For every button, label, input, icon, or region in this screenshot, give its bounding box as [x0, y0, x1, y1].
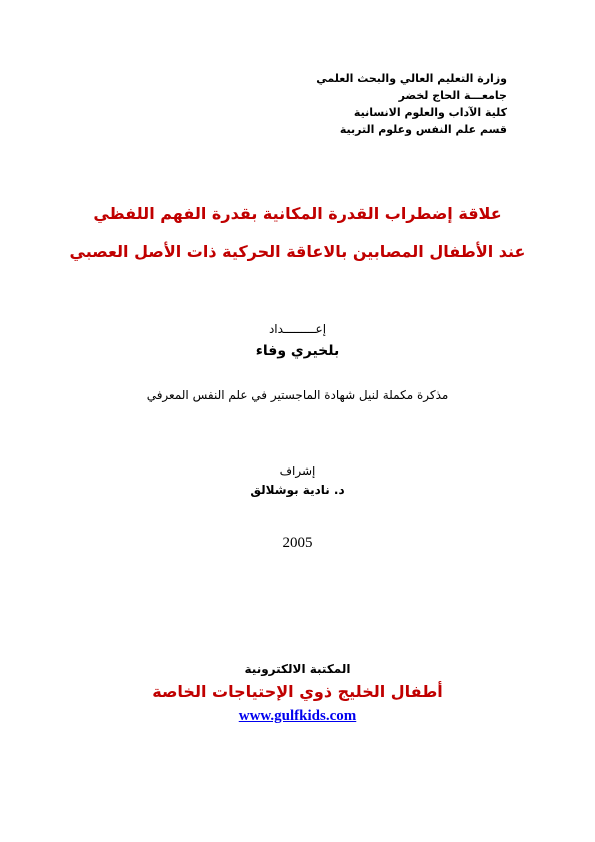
library-label: المكتبة الالكترونية	[244, 662, 351, 676]
university-name: جامعـــة الحاج لخضر	[398, 89, 507, 102]
publication-year: 2005	[282, 535, 313, 551]
ministry-name: وزارة التعليم العالي والبحث العلمي	[316, 72, 507, 85]
preparation-label: إعـــــــــداد	[268, 322, 327, 336]
website-link[interactable]: www.gulfkids.com	[238, 708, 357, 724]
supervision-label: إشراف	[279, 464, 316, 478]
thesis-title-line-1: علاقة إضطراب القدرة المكانية بقدرة الفهم اللفظي	[93, 204, 502, 223]
faculty-name: كلية الآداب والعلوم الانسانية	[353, 106, 507, 119]
institution-header	[207, 70, 507, 138]
department-name: قسم علم النفس وعلوم التربية	[339, 123, 507, 136]
thesis-note: مذكرة مكملة لنيل شهادة الماجستير في علم النفس المعرفي	[146, 388, 449, 402]
organization-name: أطفال الخليج ذوي الإحتياجات الخاصة	[152, 682, 443, 701]
supervisor-name: د. نادية بوشلالق	[250, 483, 345, 497]
thesis-title-line-2: عند الأطفال المصابين بالاعاقة الحركية ذات الأصل العصبي	[69, 242, 526, 261]
author-name: بلخيري وفاء	[255, 343, 340, 359]
